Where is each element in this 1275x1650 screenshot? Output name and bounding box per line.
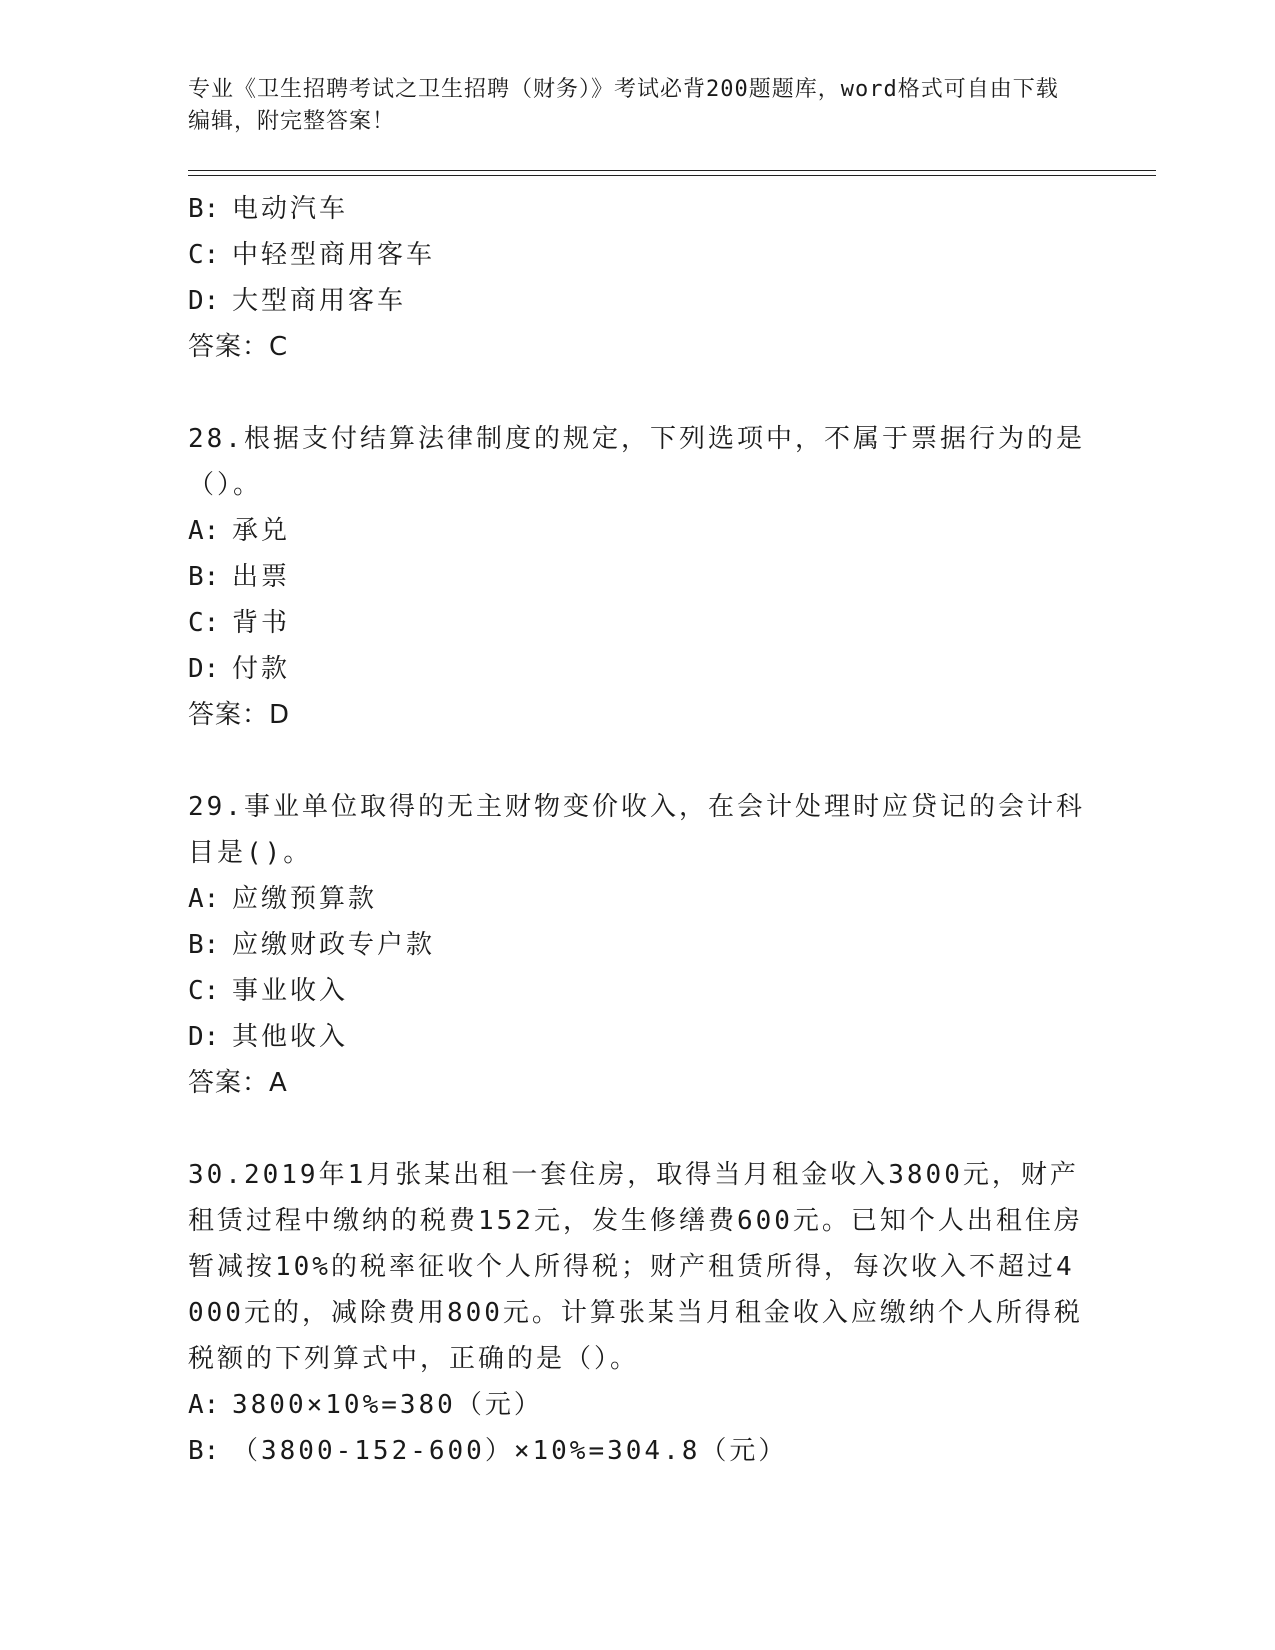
option-d: D: 付款: [188, 654, 291, 684]
answer-line: 答案：C: [188, 332, 289, 362]
answer-line: 答案：D: [188, 700, 291, 730]
question-30: [188, 1152, 1088, 1474]
option-a: A: 应缴预算款: [188, 884, 378, 914]
option-d: D: 其他收入: [188, 1022, 349, 1052]
question-29: [188, 784, 1088, 1106]
question-text: 29.事业单位取得的无主财物变价收入，在会计处理时应贷记的会计科目是()。: [188, 792, 1085, 868]
question-text: 28.根据支付结算法律制度的规定，下列选项中，不属于票据行为的是（）。: [188, 424, 1085, 500]
option-b: B: （3800-152-600）×10%=304.8（元）: [188, 1436, 788, 1466]
question-list: [188, 186, 1088, 1474]
option-c: C: 中轻型商用客车: [188, 240, 436, 270]
option-b: B: 电动汽车: [188, 194, 349, 224]
option-b: B: 出票: [188, 562, 291, 592]
document-header: 专业《卫生招聘考试之卫生招聘（财务）》考试必背200题题库，word格式可自由下载编辑，附完整答案！: [188, 77, 1059, 134]
option-d: D: 大型商用客车: [188, 286, 407, 316]
header-divider-top: [188, 170, 1156, 171]
question-28: [188, 416, 1088, 738]
question-text: 30.2019年1月张某出租一套住房，取得当月租金收入3800元，财产租赁过程中缴纳的税费152元，发生修缮费600元。已知个人出租住房暂减按10%的税率征收个人所得税；财产租赁所得，每次收入不超过4000元的，减除费用800元。计算张某当月租金收入应缴纳个人所得税税额的下列算式中，正确的是（）。: [188, 1160, 1083, 1374]
option-c: C: 背书: [188, 608, 291, 638]
option-a: A: 承兑: [188, 516, 291, 546]
option-b: B: 应缴财政专户款: [188, 930, 436, 960]
answer-line: 答案：A: [188, 1068, 288, 1098]
previous-question-tail: [188, 186, 1088, 370]
header-divider-bottom: [188, 175, 1156, 176]
option-c: C: 事业收入: [188, 976, 349, 1006]
option-a: A: 3800×10%=380（元）: [188, 1390, 543, 1420]
